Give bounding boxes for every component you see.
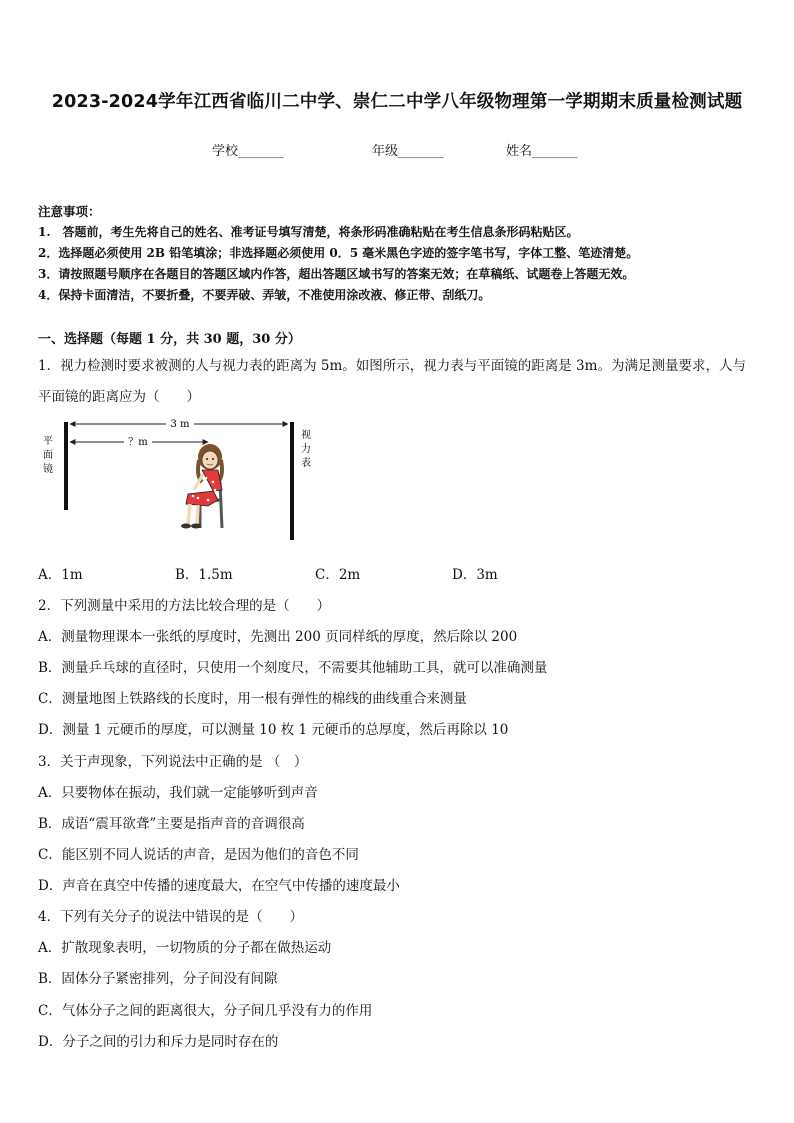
notice-item: 3．请按照题号顺序在各题目的答题区域内作答，超出答题区域书写的答案无效；在草稿纸、试题卷上答题无效。 [38, 267, 635, 281]
mirror-label-char: 镜 [43, 464, 53, 475]
q1-option-d: D．3m [452, 567, 498, 583]
q3-option-a: A．只要物体在振动，我们就一定能够听到声音 [38, 785, 318, 801]
q2-option-d: D．测量 1 元硬币的厚度，可以测量 10 枚 1 元硬币的总厚度，然后再除以 10 [38, 722, 509, 738]
q3-stem: 3．关于声现象，下列说法中正确的是 （ ） [38, 754, 308, 770]
unknown-distance-label: ？m [128, 437, 148, 448]
q1-option-c: C．2m [315, 567, 361, 583]
q1-option-b: B．1.5m [175, 567, 233, 583]
school-field: 学校_______ [212, 144, 284, 159]
eye-chart-bar [290, 422, 294, 540]
q4-option-c: C．气体分子之间的距离很大，分子间几乎没有力的作用 [38, 1003, 373, 1019]
chart-label-char: 视 [301, 430, 311, 441]
mirror-label-char: 面 [43, 450, 53, 461]
notice-heading: 注意事项： [38, 204, 101, 219]
q1-figure [38, 410, 318, 545]
q2-option-a: A．测量物理课本一张纸的厚度时，先测出 200 页同样纸的厚度，然后除以 200 [38, 629, 518, 645]
q4-option-b: B．固体分子紧密排列，分子间没有间隙 [38, 971, 278, 987]
notice-item: 2．选择题必须使用 2B 铅笔填涂；非选择题必须使用 0．5 毫米黑色字迹的签字笔书写，字体工整、笔迹清楚。 [38, 246, 639, 260]
q3-option-c: C．能区别不同人说话的声音，是因为他们的音色不同 [38, 847, 359, 863]
q4-option-d: D．分子之间的引力和斥力是同时存在的 [38, 1034, 279, 1050]
q2-option-b: B．测量乒乓球的直径时，只使用一个刻度尺，不需要其他辅助工具，就可以准确测量 [38, 660, 548, 676]
q2-stem: 2．下列测量中采用的方法比较合理的是（ ） [38, 598, 331, 614]
q1-stem-line1: 1．视力检测时要求被测的人与视力表的距离为 5m。如图所示，视力表与平面镜的距离是 3m。为满足测量要求，人与 [38, 358, 746, 374]
grade-field: 年级_______ [372, 144, 444, 159]
mirror-bar [64, 422, 68, 510]
total-distance-label: 3 m [170, 419, 190, 430]
q2-option-c: C．测量地图上铁路线的长度时，用一根有弹性的棉线的曲线重合来测量 [38, 691, 467, 707]
q1-option-a: A．1m [38, 567, 83, 583]
section-heading: 一、选择题（每题 1 分，共 30 题，30 分） [38, 332, 301, 347]
q1-stem-line2: 平面镜的距离应为（ ） [38, 389, 200, 405]
chart-label-char: 力 [301, 444, 311, 455]
q3-option-b: B．成语“震耳欲聋”主要是指声音的音调很高 [38, 816, 305, 832]
seated-person-illustration [181, 444, 222, 529]
chart-label-char: 表 [301, 458, 311, 469]
notice-item: 4．保持卡面清洁，不要折叠，不要弄破、弄皱，不准使用涂改液、修正带、刮纸刀。 [38, 288, 491, 302]
notice-item: 1. 答题前，考生先将自己的姓名、准考证号填写清楚，将条形码准确粘贴在考生信息条形码粘贴区。 [38, 225, 579, 239]
exam-title: 2023-2024学年江西省临川二中学、崇仁二中学八年级物理第一学期期末质量检测试题 [51, 92, 743, 112]
name-field: 姓名_______ [506, 144, 578, 159]
q4-option-a: A．扩散现象表明，一切物质的分子都在做热运动 [38, 940, 332, 956]
q3-option-d: D．声音在真空中传播的速度最大，在空气中传播的速度最小 [38, 878, 400, 894]
mirror-label-char: 平 [43, 436, 53, 447]
q4-stem: 4．下列有关分子的说法中错误的是（ ） [38, 909, 304, 925]
